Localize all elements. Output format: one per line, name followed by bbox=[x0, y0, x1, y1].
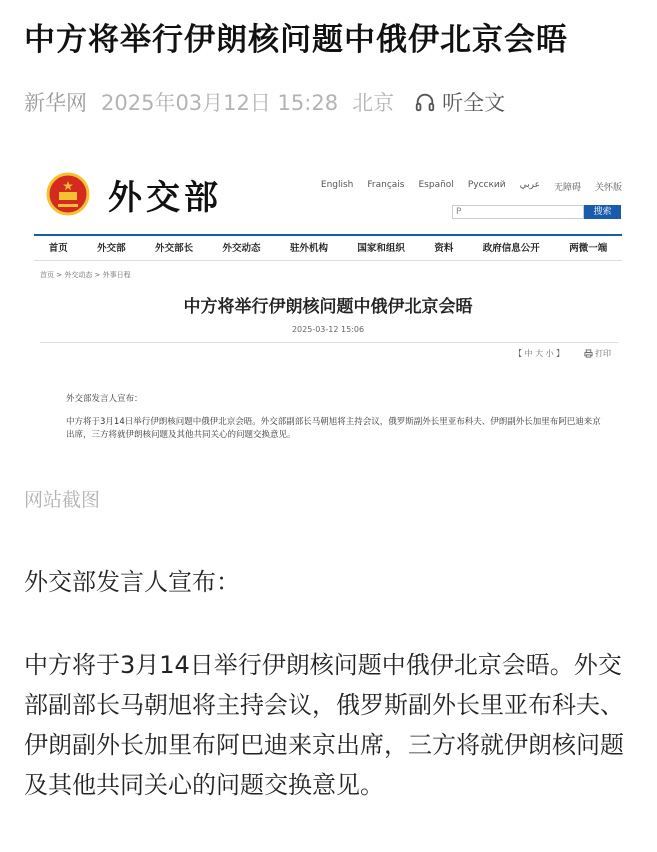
lang-link[interactable]: 无障碍 bbox=[553, 183, 581, 193]
article-source[interactable]: 新华网 bbox=[24, 91, 87, 115]
nav-item[interactable]: 驻外机构 bbox=[289, 243, 328, 254]
lang-link[interactable]: Français bbox=[367, 180, 405, 190]
article-location: 北京 bbox=[352, 91, 395, 115]
mfa-logo-text: 外交部 bbox=[108, 178, 222, 218]
lang-link[interactable]: English bbox=[320, 180, 354, 190]
search-button[interactable]: 搜索 bbox=[584, 205, 621, 219]
inner-divider bbox=[40, 342, 618, 343]
article-date: 2025年03月12日 15:28 bbox=[101, 91, 339, 115]
nav-item[interactable]: 资料 bbox=[434, 243, 454, 254]
search-input[interactable]: P bbox=[452, 205, 584, 219]
national-emblem-icon bbox=[46, 172, 90, 216]
nav-item[interactable]: 两微一端 bbox=[569, 243, 608, 254]
breadcrumb[interactable]: 首页 > 外交动态 > 外事日程 bbox=[40, 271, 131, 279]
inner-paragraph-1: 外交部发言人宣布： bbox=[66, 394, 143, 404]
inner-page-title: 中方将举行伊朗核问题中俄伊北京会晤 bbox=[183, 297, 473, 317]
article-paragraph-1: 外交部发言人宣布： bbox=[24, 568, 240, 596]
listen-label: 听全文 bbox=[442, 91, 506, 115]
headphones-icon bbox=[414, 91, 436, 113]
inner-timestamp: 2025-03-12 15:06 bbox=[291, 325, 365, 334]
image-caption: 网站截图 bbox=[24, 489, 101, 511]
print-button[interactable] bbox=[584, 348, 611, 359]
inner-paragraph-2: 中方将于3月14日举行伊朗核问题中俄伊北京会晤。外交部副部长马朝旭将主持会议，俄罗斯副外长里亚布科夫、伊朗副外长加里布阿巴迪来京出席，三方将就伊朗核问题及其他共同关心的问题交换意见。 bbox=[66, 417, 601, 440]
nav-item[interactable]: 首页 bbox=[48, 243, 68, 254]
nav-item[interactable]: 外交部 bbox=[97, 243, 126, 254]
nav-item[interactable]: 国家和组织 bbox=[357, 243, 405, 254]
lang-link[interactable]: عربي bbox=[519, 180, 540, 190]
website-screenshot bbox=[24, 152, 632, 470]
nav-divider bbox=[34, 234, 622, 236]
lang-link[interactable]: 关怀版 bbox=[594, 183, 622, 193]
article-headline: 中方将举行伊朗核问题中俄伊北京会晤 bbox=[24, 22, 568, 58]
article-paragraph-2: 中方将于3月14日举行伊朗核问题中俄伊北京会晤。外交部副部长马朝旭将主持会议，俄罗斯副外长里亚布科夫、伊朗副外长加里布阿巴迪来京出席，三方将就伊朗核问题及其他共同关心的问题交换意见。 bbox=[24, 651, 624, 799]
nav-item[interactable]: 外交动态 bbox=[222, 243, 261, 254]
listen-button[interactable] bbox=[414, 87, 505, 117]
printer-icon bbox=[584, 349, 593, 358]
lang-link[interactable]: Español bbox=[418, 180, 454, 190]
nav-item[interactable]: 政府信息公开 bbox=[482, 243, 540, 254]
article-meta bbox=[24, 84, 505, 120]
main-nav bbox=[34, 240, 622, 254]
font-size-control[interactable]: 【 中 大 小 】 bbox=[514, 349, 565, 358]
language-links bbox=[321, 180, 622, 193]
print-label: 打印 bbox=[595, 349, 611, 358]
nav-bottom-divider bbox=[34, 260, 622, 261]
nav-item[interactable]: 外交部长 bbox=[155, 243, 194, 254]
lang-link[interactable]: Русский bbox=[467, 180, 506, 190]
